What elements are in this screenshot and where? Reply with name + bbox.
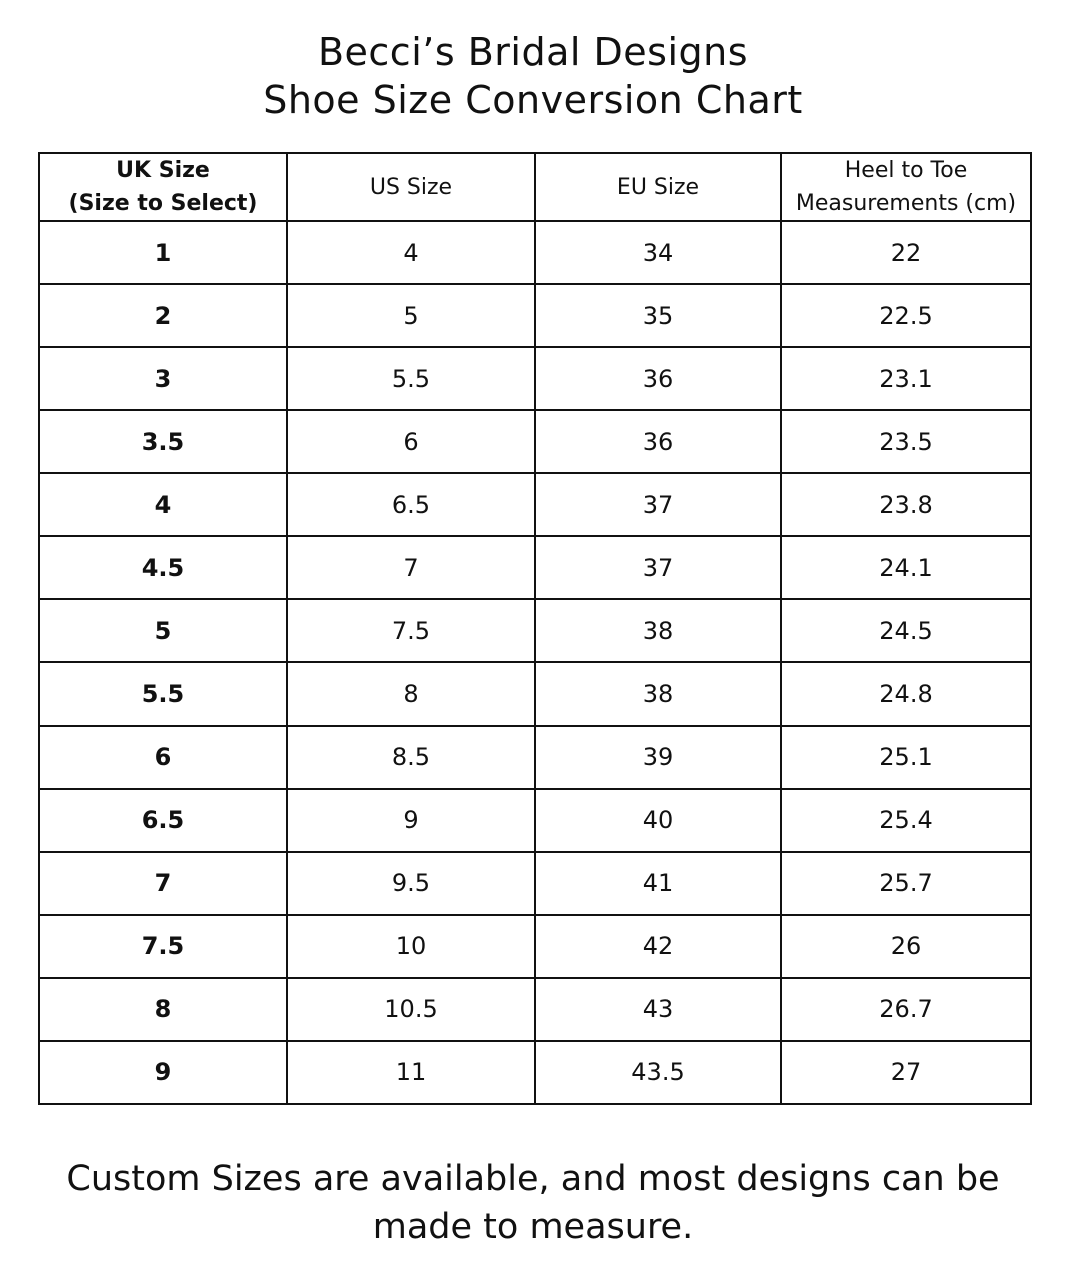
header-uk-size-line2: (Size to Select): [68, 191, 258, 216]
heel-to-toe-cell: 24.1: [781, 536, 1031, 599]
uk-size-cell: 4: [39, 473, 287, 536]
eu-size-cell: 40: [535, 789, 781, 852]
table-row: [39, 852, 1031, 915]
uk-size-cell: 6.5: [39, 789, 287, 852]
heel-to-toe-cell: 25.4: [781, 789, 1031, 852]
eu-size-cell: 39: [535, 726, 781, 789]
heel-to-toe-cell: 22.5: [781, 284, 1031, 347]
uk-size-cell: 6: [39, 726, 287, 789]
table-row: [39, 1041, 1031, 1104]
heel-to-toe-cell: 24.8: [781, 662, 1031, 725]
table-row: [39, 410, 1031, 473]
table-row: [39, 789, 1031, 852]
header-us-size: US Size: [287, 153, 535, 221]
table-row: [39, 536, 1031, 599]
us-size-cell: 4: [287, 221, 535, 284]
us-size-cell: 11: [287, 1041, 535, 1104]
header-uk-size: [39, 153, 287, 221]
us-size-cell: 10.5: [287, 978, 535, 1041]
table-row: [39, 662, 1031, 725]
uk-size-cell: 9: [39, 1041, 287, 1104]
heel-to-toe-cell: 25.7: [781, 852, 1031, 915]
us-size-cell: 6: [287, 410, 535, 473]
uk-size-cell: 7: [39, 852, 287, 915]
eu-size-cell: 36: [535, 410, 781, 473]
table-row: [39, 347, 1031, 410]
uk-size-cell: 2: [39, 284, 287, 347]
us-size-cell: 8: [287, 662, 535, 725]
uk-size-cell: 8: [39, 978, 287, 1041]
table-row: [39, 221, 1031, 284]
eu-size-cell: 35: [535, 284, 781, 347]
header-row: [39, 153, 1031, 221]
us-size-cell: 9: [287, 789, 535, 852]
us-size-cell: 6.5: [287, 473, 535, 536]
page-title: [0, 28, 1066, 124]
heel-to-toe-cell: 23.8: [781, 473, 1031, 536]
heel-to-toe-cell: 27: [781, 1041, 1031, 1104]
title-chart-name: Shoe Size Conversion Chart: [263, 78, 803, 122]
eu-size-cell: 43.5: [535, 1041, 781, 1104]
eu-size-cell: 37: [535, 473, 781, 536]
uk-size-cell: 3: [39, 347, 287, 410]
eu-size-cell: 43: [535, 978, 781, 1041]
title-brand: Becci’s Bridal Designs: [317, 30, 749, 74]
heel-to-toe-cell: 25.1: [781, 726, 1031, 789]
uk-size-cell: 4.5: [39, 536, 287, 599]
heel-to-toe-cell: 22: [781, 221, 1031, 284]
table-row: [39, 473, 1031, 536]
table-row: [39, 978, 1031, 1041]
table-row: [39, 915, 1031, 978]
header-uk-size-line1: UK Size: [116, 158, 210, 183]
table-body: [39, 221, 1031, 1104]
header-heel-to-toe-line2: Measurements (cm): [795, 191, 1017, 216]
eu-size-cell: 38: [535, 599, 781, 662]
eu-size-cell: 38: [535, 662, 781, 725]
eu-size-cell: 42: [535, 915, 781, 978]
eu-size-cell: 41: [535, 852, 781, 915]
table-row: [39, 599, 1031, 662]
header-heel-to-toe-line1: Heel to Toe: [844, 158, 968, 183]
us-size-cell: 5: [287, 284, 535, 347]
table-header: [39, 153, 1031, 221]
uk-size-cell: 5: [39, 599, 287, 662]
uk-size-cell: 5.5: [39, 662, 287, 725]
us-size-cell: 9.5: [287, 852, 535, 915]
header-eu-size: EU Size: [535, 153, 781, 221]
heel-to-toe-cell: 26.7: [781, 978, 1031, 1041]
us-size-cell: 7.5: [287, 599, 535, 662]
custom-sizes-note: Custom Sizes are available, and most designs can be made to measure.: [66, 1159, 1000, 1247]
eu-size-cell: 34: [535, 221, 781, 284]
heel-to-toe-cell: 23.1: [781, 347, 1031, 410]
uk-size-cell: 7.5: [39, 915, 287, 978]
uk-size-cell: 1: [39, 221, 287, 284]
us-size-cell: 8.5: [287, 726, 535, 789]
heel-to-toe-cell: 26: [781, 915, 1031, 978]
us-size-cell: 10: [287, 915, 535, 978]
uk-size-cell: 3.5: [39, 410, 287, 473]
us-size-cell: 7: [287, 536, 535, 599]
header-heel-to-toe: [781, 153, 1031, 221]
eu-size-cell: 36: [535, 347, 781, 410]
table-row: [39, 284, 1031, 347]
size-conversion-table: [38, 152, 1032, 1105]
heel-to-toe-cell: 24.5: [781, 599, 1031, 662]
table-row: [39, 726, 1031, 789]
heel-to-toe-cell: 23.5: [781, 410, 1031, 473]
us-size-cell: 5.5: [287, 347, 535, 410]
eu-size-cell: 37: [535, 536, 781, 599]
